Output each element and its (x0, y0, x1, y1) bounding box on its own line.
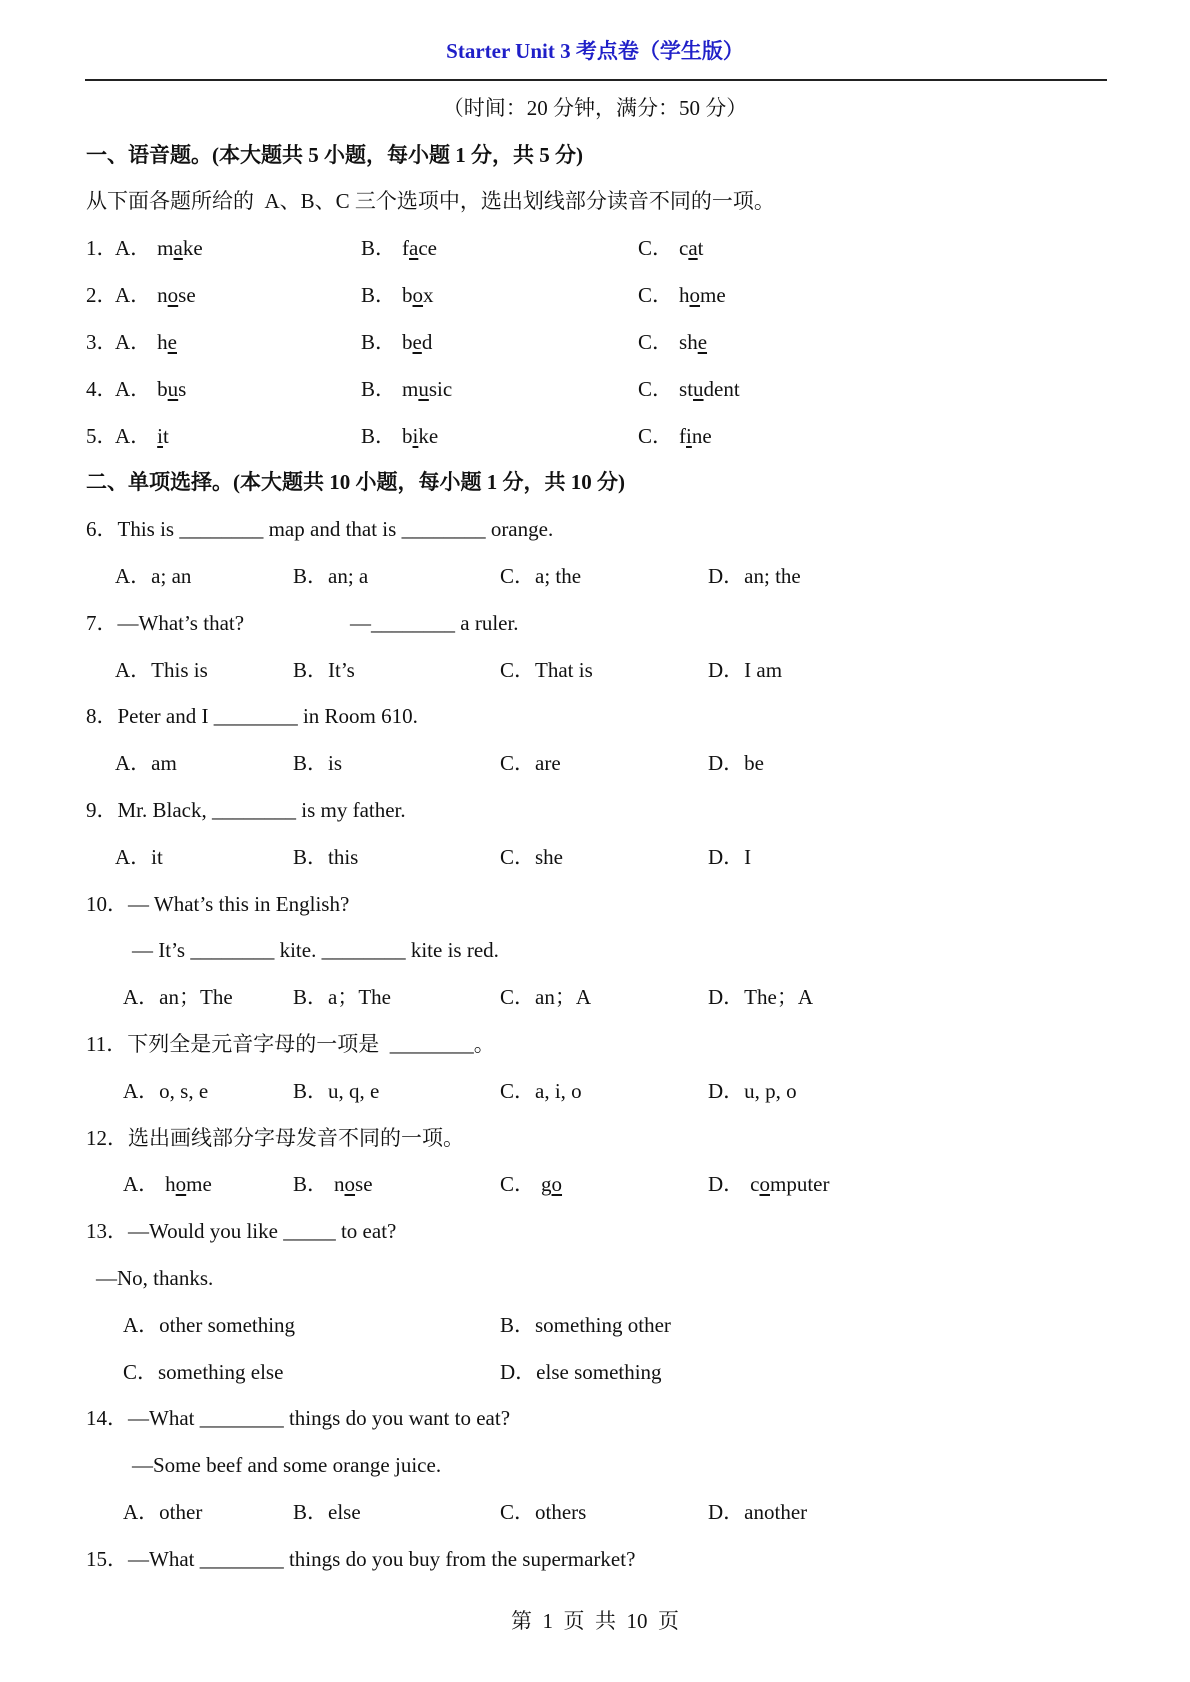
q1-option-a (115, 234, 203, 262)
q7-option-a: A．This is (115, 658, 208, 682)
word-start: f (679, 424, 687, 448)
word-start: b (402, 424, 413, 448)
q10-option-c: C．an；A (500, 985, 591, 1009)
q4-option-a (115, 375, 186, 403)
question-12-stem: 12．选出画线部分字母发音不同的一项。 (86, 1126, 464, 1150)
q12-option-d (708, 1170, 829, 1198)
q7-option-d: D．I am (708, 658, 783, 682)
question-1-number: 1． (86, 236, 118, 260)
document-title: Starter Unit 3 考点卷（学生版） (446, 39, 744, 63)
q8-option-d: D．be (708, 751, 764, 775)
underlined-letter: o (344, 1172, 356, 1196)
word-start: sh (679, 330, 698, 354)
word-end: s (178, 377, 187, 401)
q7-option-b: B．It’s (293, 658, 355, 682)
q4-option-c (638, 375, 740, 403)
option-label: C． (638, 330, 674, 354)
q13-option-c: C．something else (123, 1360, 284, 1384)
q9-option-d: D．I (708, 845, 752, 869)
q3-option-a (115, 328, 177, 356)
q11-option-a: A．o, s, e (123, 1079, 209, 1103)
q11-option-d: D．u, p, o (708, 1079, 797, 1103)
q10-option-d: D．The；A (708, 985, 813, 1009)
question-13-reply: —No, thanks. (96, 1266, 214, 1290)
underlined-letter: o (412, 283, 424, 307)
word-start: n (334, 1172, 345, 1196)
underlined-letter: u (418, 377, 429, 401)
word-end: ce (418, 236, 437, 260)
word-start: f (402, 236, 410, 260)
q8-option-c: C．are (500, 751, 561, 775)
option-label: C． (638, 377, 674, 401)
word-start: h (165, 1172, 176, 1196)
option-label: B． (361, 236, 397, 260)
word-start: g (541, 1172, 552, 1196)
word-end: sic (428, 377, 453, 401)
question-7-answer-line: —________ a ruler. (350, 611, 519, 635)
word-start: c (679, 236, 689, 260)
q14-option-d: D．another (708, 1500, 808, 1524)
underlined-letter: e (412, 330, 422, 354)
question-2-number: 2． (86, 283, 118, 307)
section1-heading: 一、语音题。(本大题共 5 小题，每小题 1 分，共 5 分) (86, 143, 583, 167)
header-divider (85, 79, 1107, 81)
q1-option-b (361, 234, 437, 262)
option-label: A． (115, 424, 152, 448)
q5-option-c (638, 422, 712, 450)
option-label: B． (361, 283, 397, 307)
question-5-number: 5． (86, 424, 118, 448)
question-11-stem: 11．下列全是元音字母的一项是 ________。 (86, 1032, 495, 1056)
q2-option-c (638, 281, 726, 309)
q11-option-c: C．a, i, o (500, 1079, 582, 1103)
question-7-stem: 7．—What’s that? (86, 611, 245, 635)
q6-option-d: D．an; the (708, 564, 801, 588)
option-label: B． (361, 424, 397, 448)
option-label: B． (293, 1172, 329, 1196)
option-label: C． (500, 1172, 536, 1196)
q9-option-a: A．it (115, 845, 163, 869)
q10-option-a: A．an；The (123, 985, 233, 1009)
word-end: me (700, 283, 726, 307)
option-label: C． (638, 283, 674, 307)
q5-option-b (361, 422, 438, 450)
option-label: D． (708, 1172, 745, 1196)
question-4-number: 4． (86, 377, 118, 401)
page-footer: 第 1 页 共 10 页 (511, 1609, 679, 1633)
question-10-answer-line: — It’s ________ kite. ________ kite is red. (132, 938, 499, 962)
q6-option-b: B．an; a (293, 564, 369, 588)
option-label: A． (115, 377, 152, 401)
word-start: m (157, 236, 174, 260)
q2-option-b (361, 281, 434, 309)
underlined-letter: o (175, 1172, 187, 1196)
q11-option-b: B．u, q, e (293, 1079, 380, 1103)
q12-option-c (500, 1170, 562, 1198)
question-8-stem: 8．Peter and I ________ in Room 610. (86, 704, 418, 728)
word-end: me (186, 1172, 212, 1196)
word-end: x (423, 283, 434, 307)
underlined-letter: o (551, 1172, 563, 1196)
question-15-stem: 15．—What ________ things do you buy from the supermarket? (86, 1547, 636, 1571)
word-end: ke (418, 424, 439, 448)
q6-option-c: C．a; the (500, 564, 582, 588)
underlined-letter: a (688, 236, 698, 260)
q5-option-a (115, 422, 169, 450)
q12-option-a (123, 1170, 212, 1198)
q1-option-c (638, 234, 704, 262)
word-start: h (157, 330, 168, 354)
underlined-letter: o (167, 283, 179, 307)
word-start: b (157, 377, 168, 401)
option-label: A． (115, 283, 152, 307)
option-label: C． (638, 236, 674, 260)
word-end: dent (703, 377, 740, 401)
underlined-letter: o (689, 283, 701, 307)
section2-heading: 二、单项选择。(本大题共 10 小题，每小题 1 分，共 10 分) (86, 470, 625, 494)
word-end: mputer (770, 1172, 830, 1196)
section1-instruction: 从下面各题所给的 A、B、C 三个选项中，选出划线部分读音不同的一项。 (86, 189, 775, 213)
q14-option-c: C．others (500, 1500, 587, 1524)
q10-option-b: B．a；The (293, 985, 391, 1009)
q2-option-a (115, 281, 196, 309)
word-end: t (163, 424, 169, 448)
option-label: A． (123, 1172, 160, 1196)
question-6-stem: 6．This is ________ map and that is ________ orange. (86, 517, 554, 541)
word-start: m (402, 377, 419, 401)
word-start: n (157, 283, 168, 307)
underlined-letter: u (167, 377, 179, 401)
time-info: （时间：20 分钟，满分：50 分） (442, 96, 748, 120)
q12-option-b (293, 1170, 373, 1198)
underlined-letter: i (157, 424, 164, 448)
q4-option-b (361, 375, 452, 403)
word-end: t (697, 236, 704, 260)
q7-option-c: C．That is (500, 658, 593, 682)
word-end: ne (691, 424, 712, 448)
word-start: b (402, 330, 413, 354)
q14-option-b: B．else (293, 1500, 361, 1524)
word-end: ke (182, 236, 203, 260)
underlined-letter: e (167, 330, 177, 354)
option-label: A． (115, 236, 152, 260)
q6-option-a: A．a; an (115, 564, 192, 588)
question-9-stem: 9．Mr. Black, ________ is my father. (86, 798, 406, 822)
question-10-stem: 10．— What’s this in English? (86, 892, 350, 916)
question-14-reply: —Some beef and some orange juice. (132, 1453, 442, 1477)
q13-option-a: A．other something (123, 1313, 296, 1337)
q8-option-b: B．is (293, 751, 343, 775)
word-end: se (355, 1172, 373, 1196)
underlined-letter: e (697, 330, 708, 354)
q13-option-b: B．something other (500, 1313, 671, 1337)
q14-option-a: A．other (123, 1500, 203, 1524)
option-label: A． (115, 330, 152, 354)
underlined-letter: i (686, 424, 692, 448)
question-13-stem: 13．—Would you like _____ to eat? (86, 1219, 397, 1243)
underlined-letter: a (173, 236, 183, 260)
q9-option-c: C．she (500, 845, 563, 869)
word-start: st (679, 377, 694, 401)
word-end: se (178, 283, 196, 307)
q8-option-a: A．am (115, 751, 177, 775)
question-14-stem: 14．—What ________ things do you want to eat? (86, 1406, 511, 1430)
option-label: B． (361, 330, 397, 354)
option-label: C． (638, 424, 674, 448)
underlined-letter: u (693, 377, 704, 401)
q13-option-d: D．else something (500, 1360, 662, 1384)
word-start: c (750, 1172, 760, 1196)
word-start: h (679, 283, 690, 307)
word-end: d (421, 330, 433, 354)
q3-option-b (361, 328, 432, 356)
underlined-letter: a (409, 236, 419, 260)
q3-option-c (638, 328, 707, 356)
question-3-number: 3． (86, 330, 118, 354)
underlined-letter: i (412, 424, 419, 448)
underlined-letter: o (759, 1172, 770, 1196)
word-start: b (402, 283, 413, 307)
option-label: B． (361, 377, 397, 401)
q9-option-b: B．this (293, 845, 359, 869)
